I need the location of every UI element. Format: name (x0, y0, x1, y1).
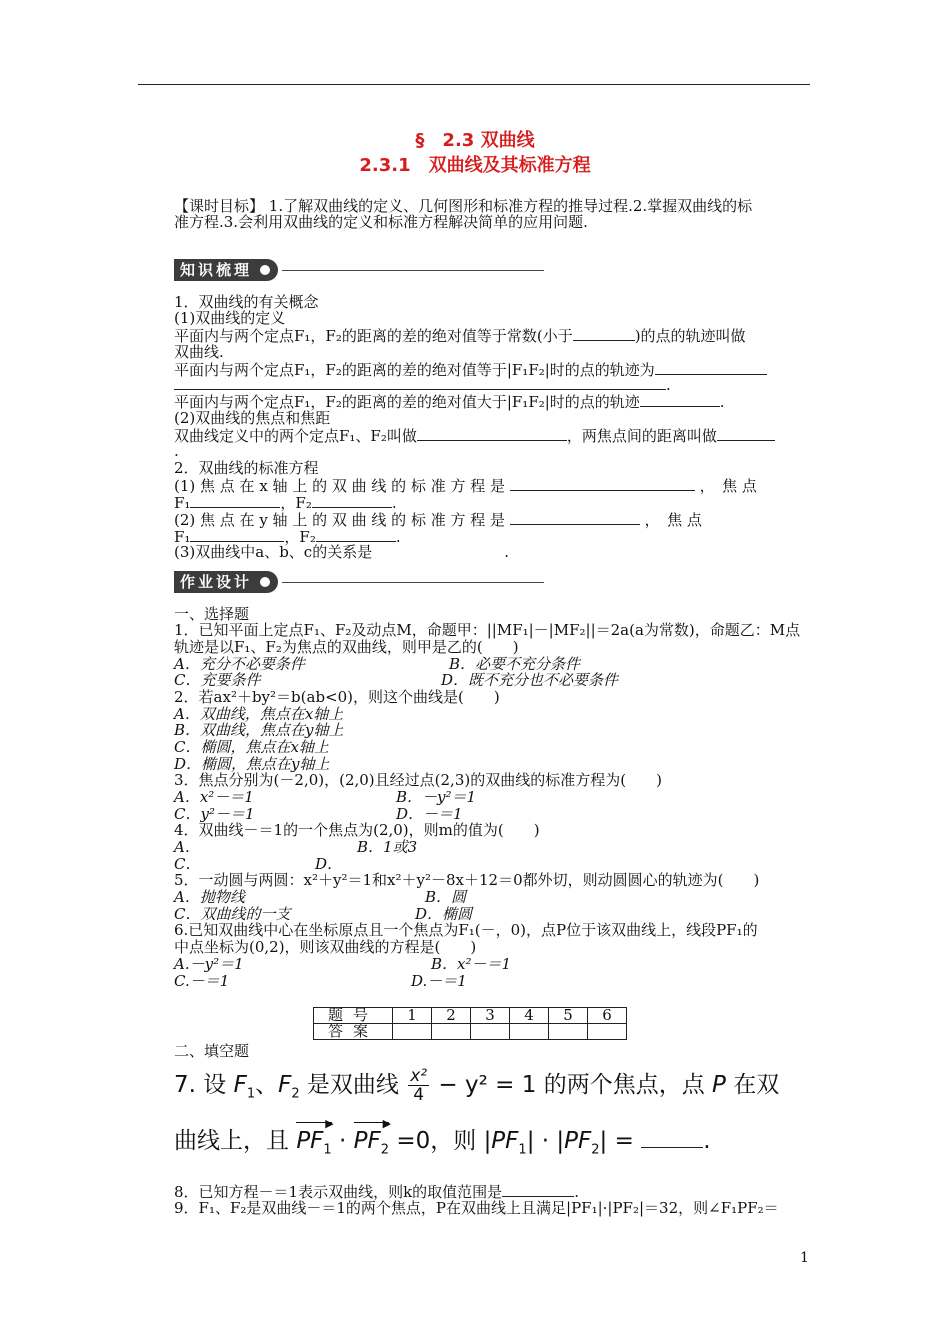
answer-cell[interactable] (510, 1024, 549, 1040)
question-7-line-2: 曲线上，且 ▶ $PF_1$ · ▶ $PF_2 =0$，则 $|PF_1| \cdot |PF_2|$ = . (174, 1117, 711, 1158)
answer-cell[interactable] (588, 1024, 627, 1040)
blank (312, 494, 392, 508)
course-goal-line-1: 【课时目标】 1.了解双曲线的定义、几何图形和标准方程的推导过程.2.掌握双曲线的标 (174, 197, 753, 215)
option: C．充要条件 (174, 671, 261, 689)
option: B．双曲线，焦点在y轴上 (174, 721, 344, 739)
option: A.－y²＝1 (174, 955, 244, 973)
knowledge-line: 1．双曲线的有关概念 (174, 293, 319, 311)
knowledge-line: (3)双曲线中a、b、c的关系是 . (174, 543, 509, 561)
section-title: § 2.3 双曲线 (415, 130, 535, 151)
subsection-title: 2.3.1 双曲线及其标准方程 (359, 155, 591, 176)
table-cell: 1 (393, 1008, 432, 1024)
knowledge-line: (2)双曲线的焦点和焦距 (174, 409, 331, 427)
question-8: 8．已知方程－＝1表示双曲线，则k的取值范围是 . (174, 1183, 579, 1201)
table-cell: 5 (549, 1008, 588, 1024)
answer-cell[interactable] (471, 1024, 510, 1040)
table-cell: 答案 (314, 1024, 393, 1040)
knowledge-line: 平面内与两个定点F₁，F₂的距离的差的绝对值等于|F₁F₂|时的点的轨迹为 (174, 361, 767, 379)
table-cell: 6 (588, 1008, 627, 1024)
option: C．y²－＝1 (174, 805, 255, 823)
question-6: 中点坐标为(0,2)，则该双曲线的方程是( ) (174, 938, 477, 956)
question-6: 6.已知双曲线中心在坐标原点且一个焦点为F₁(－，0)，点P位于该双曲线上，线段PF₁的 (174, 921, 758, 939)
table-cell: 题号 (314, 1008, 393, 1024)
knowledge-line: F₁ ，F₂ . (174, 494, 397, 512)
blank (190, 528, 284, 542)
question-5: 5．一动圆与两圆：x²＋y²＝1和x²＋y²－8x＋12＝0都外切，则动圆圆心的轨迹为( ) (174, 871, 760, 889)
option: C．双曲线的一支 (174, 905, 291, 923)
part-heading: 二、填空题 (174, 1042, 250, 1060)
course-goal-label: 【课时目标】 (174, 197, 265, 215)
table-cell: 2 (432, 1008, 471, 1024)
blank (174, 376, 666, 390)
blank (190, 494, 280, 508)
option: B．必要不充分条件 (449, 655, 581, 673)
section-header-homework: 作业设计 (174, 569, 544, 595)
question-1: 轨迹是以F₁、F₂为焦点的双曲线，则甲是乙的( ) (174, 638, 519, 656)
fraction: $\frac{\text{x²}}{4}$ (410, 1066, 428, 1105)
page-number: 1 (800, 1250, 809, 1266)
blank (510, 477, 695, 491)
option: D． (315, 855, 343, 873)
part-heading: 一、选择题 (174, 605, 250, 623)
option: B．－y²＝1 (396, 788, 477, 806)
question-4: 4．双曲线－＝1的一个焦点为(2,0)，则m的值为( ) (174, 821, 540, 839)
header-rule (138, 84, 810, 85)
blank (655, 361, 767, 375)
option: A． (174, 838, 200, 856)
answer-cell[interactable] (393, 1024, 432, 1040)
question-7: 7. 设 $F_1$、$F_2$ 是双曲线 $\frac{\text{x²}}{4}$ − y² = 1 的两个焦点，点 P 在双 (174, 1066, 780, 1105)
option: D．椭圆 (415, 905, 473, 923)
knowledge-line: 平面内与两个定点F₁，F₂的距离的差的绝对值大于|F₁F₂|时的点的轨迹 . (174, 393, 725, 411)
blank (502, 1183, 574, 1197)
option: C． (174, 855, 201, 873)
question-3: 3．焦点分别为(－2,0)，(2,0)且经过点(2,3)的双曲线的标准方程为( ) (174, 771, 662, 789)
question-2: 2．若ax²＋by²＝b(ab<0)，则这个曲线是( ) (174, 688, 500, 706)
option: D．椭圆，焦点在y轴上 (174, 755, 330, 773)
section-header-knowledge: 知识梳理 (174, 257, 544, 283)
table-cell: 4 (510, 1008, 549, 1024)
blank (641, 1125, 703, 1148)
blank (510, 511, 640, 525)
blank (640, 393, 720, 407)
option: B．1或3 (357, 838, 418, 856)
course-goal-line-2: 准方程.3.会利用双曲线的定义和标准方程解决简单的应用问题. (174, 213, 588, 231)
bullet-dot-icon (260, 265, 270, 275)
question-1: 1．已知平面上定点F₁、F₂及动点M，命题甲：||MF₁|－|MF₂||＝2a(a为常数)，命题乙：M点 (174, 621, 801, 639)
option: C.－＝1 (174, 972, 230, 990)
knowledge-line: 双曲线定义中的两个定点F₁、F₂叫做 ，两焦点间的距离叫做 (174, 427, 775, 445)
answer-cell[interactable] (549, 1024, 588, 1040)
blank (573, 327, 635, 341)
question-9: 9．F₁、F₂是双曲线－＝1的两个焦点，P在双曲线上且满足|PF₁|·|PF₂|＝32，则∠F₁PF₂＝ (174, 1199, 779, 1217)
option: A．双曲线，焦点在x轴上 (174, 705, 344, 723)
knowledge-line: 双曲线. (174, 343, 224, 361)
bullet-dot-icon (260, 577, 270, 587)
knowledge-line: . (174, 442, 179, 460)
option: A．充分不必要条件 (174, 655, 305, 673)
option: D.－＝1 (411, 972, 467, 990)
knowledge-line: 2．双曲线的标准方程 (174, 459, 319, 477)
table-cell: 3 (471, 1008, 510, 1024)
knowledge-line: . (174, 376, 671, 394)
knowledge-line: (1) 焦 点 在 x 轴 上 的 双 曲 线 的 标 准 方 程 是 ， 焦 点 (174, 477, 757, 495)
answer-table (313, 1007, 627, 1040)
option: A．x²－＝1 (174, 788, 254, 806)
option: D．－＝1 (396, 805, 463, 823)
knowledge-line: F₁ ，F₂ . (174, 528, 401, 546)
option: A．抛物线 (174, 888, 245, 906)
option: D．既不充分也不必要条件 (441, 671, 619, 689)
blank (717, 427, 775, 441)
answer-cell[interactable] (432, 1024, 471, 1040)
blank (417, 427, 567, 441)
knowledge-line: 平面内与两个定点F₁，F₂的距离的差的绝对值等于常数(小于 )的点的轨迹叫做 (174, 327, 746, 345)
table-row (314, 1024, 627, 1040)
knowledge-line: (2) 焦 点 在 y 轴 上 的 双 曲 线 的 标 准 方 程 是 ， 焦 点 (174, 511, 702, 529)
blank (316, 528, 396, 542)
option: B．x²－＝1 (431, 955, 512, 973)
knowledge-line: (1)双曲线的定义 (174, 309, 286, 327)
option: C．椭圆，焦点在x轴上 (174, 738, 329, 756)
option: B．圆 (425, 888, 467, 906)
